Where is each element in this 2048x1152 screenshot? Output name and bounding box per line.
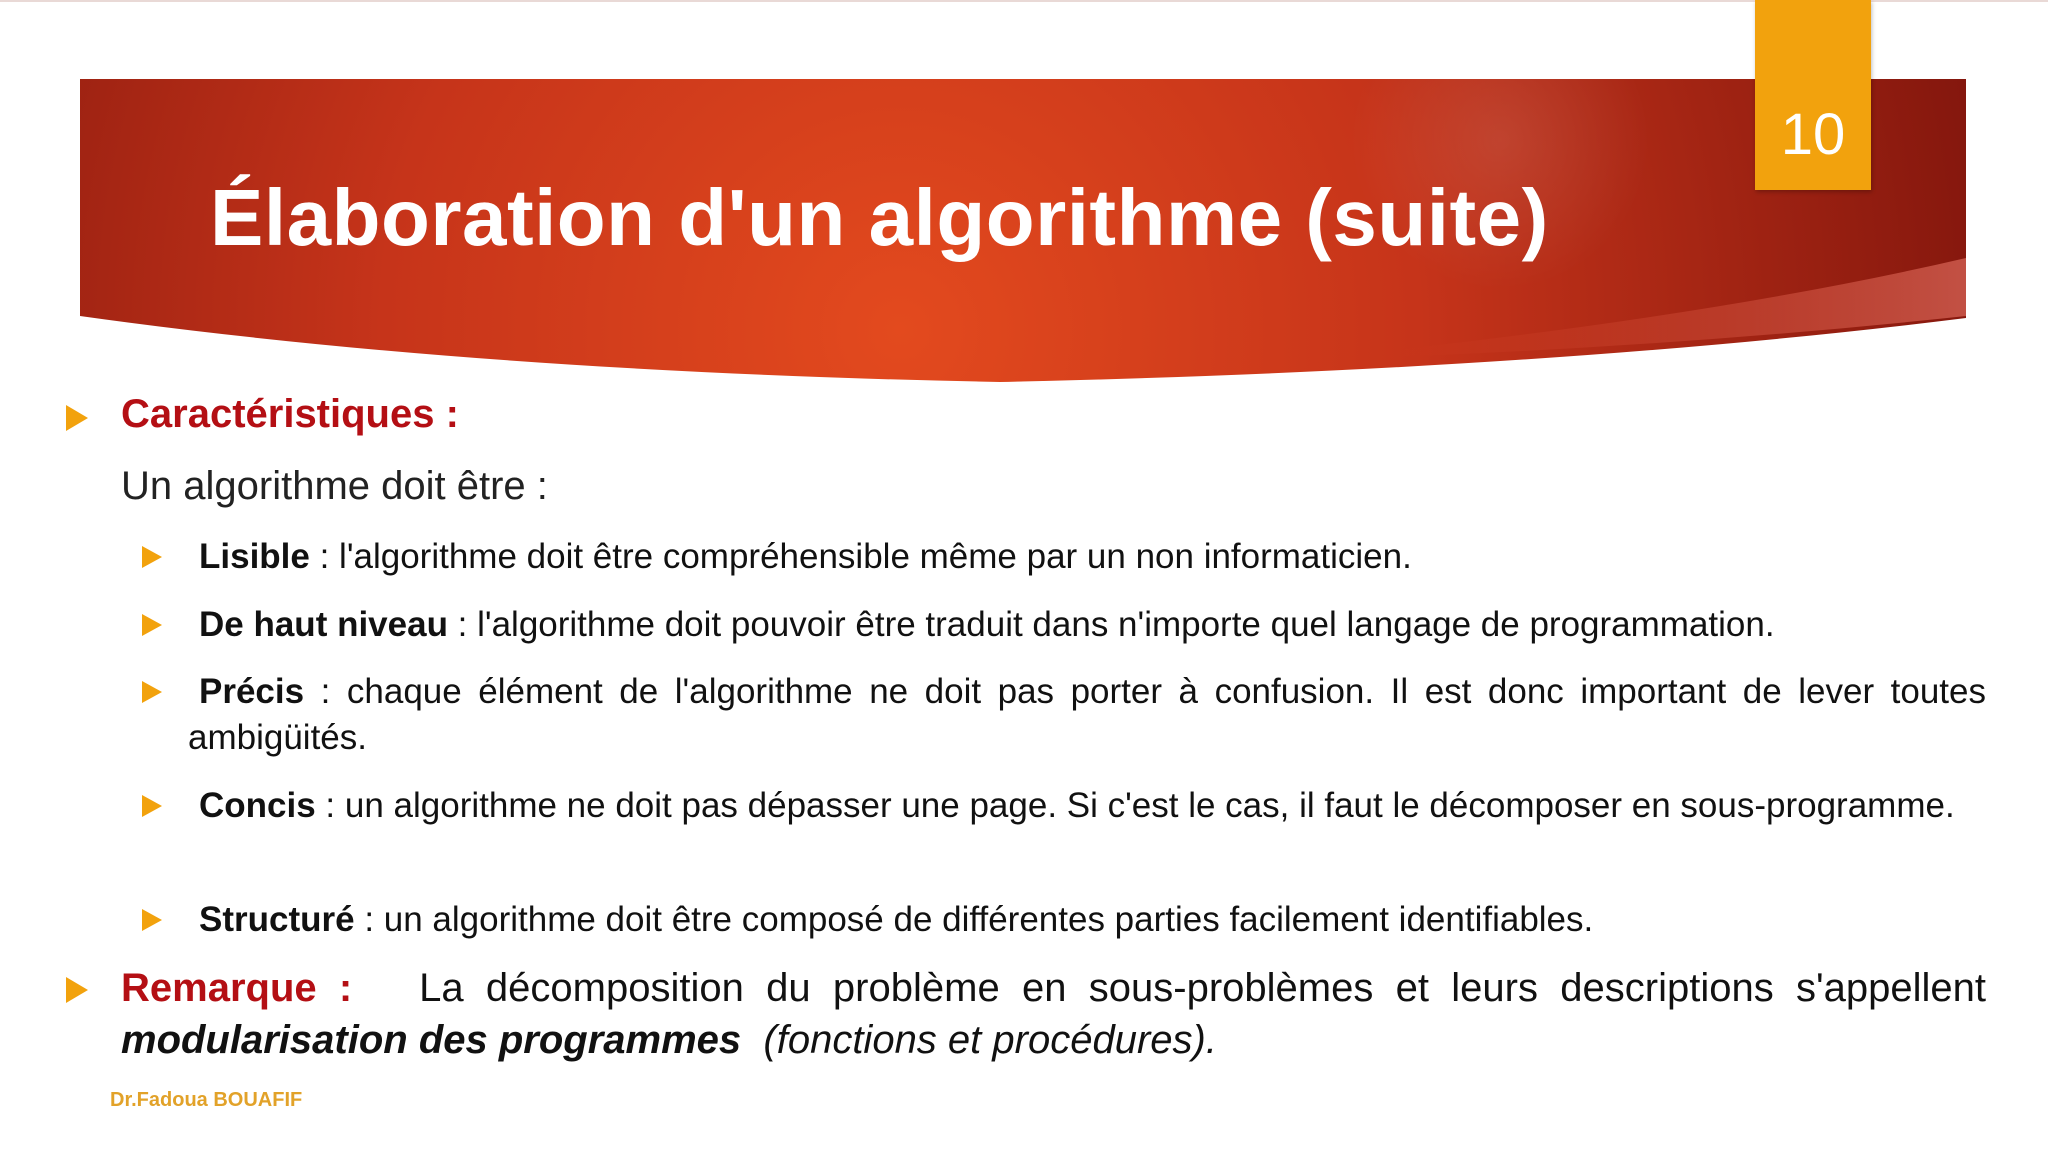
- list-item: [188, 602, 1986, 648]
- list-item: [188, 669, 1986, 761]
- item-text: : l'algorithme doit pouvoir être traduit dans n'importe quel langage de programmation.: [447, 605, 1775, 644]
- item-term: Précis: [199, 672, 305, 711]
- item-term: Concis: [199, 786, 316, 825]
- bullet-arrow-icon: [66, 977, 88, 1003]
- slide-number: 10: [1780, 102, 1846, 167]
- item-term: Lisible: [199, 537, 310, 576]
- list-item: [188, 783, 1986, 829]
- author-footer: Dr.Fadoua BOUAFIF: [110, 1089, 303, 1111]
- bullet-arrow-icon: [142, 546, 162, 568]
- bullet-arrow-icon: [142, 681, 162, 703]
- item-text: : l'algorithme doit être compréhensible même par un non informaticien.: [309, 537, 1412, 576]
- remark-label: Remarque :: [121, 966, 353, 1010]
- item-term: De haut niveau: [199, 605, 448, 644]
- remark-paragraph: [121, 962, 1986, 1066]
- slide-title: Élaboration d'un algorithme (suite): [210, 173, 1549, 262]
- item-term: Structuré: [199, 900, 355, 939]
- bullet-arrow-icon: [66, 405, 88, 431]
- remark-text: La décomposition du problème en sous-problèmes et leurs descriptions s'appellent: [419, 966, 1987, 1010]
- remark-note: (fonctions et procédures).: [763, 1018, 1217, 1062]
- intro-text: Un algorithme doit être :: [121, 464, 548, 508]
- item-text: : un algorithme doit être composé de différentes parties facilement identifiables.: [354, 900, 1594, 939]
- list-item: [188, 897, 1986, 943]
- bullet-arrow-icon: [142, 614, 162, 636]
- section-heading: Caractéristiques :: [121, 392, 459, 436]
- item-text: : un algorithme ne doit pas dépasser une page. Si c'est le cas, il faut le décomposer en sous-programme.: [315, 786, 1955, 825]
- bullet-arrow-icon: [142, 795, 162, 817]
- bullet-arrow-icon: [142, 909, 162, 931]
- remark-emphasis: modularisation des programmes: [121, 1018, 742, 1062]
- item-text: : chaque élément de l'algorithme ne doit pas porter à confusion. Il est donc important de lever toutes ambigüités.: [188, 672, 1986, 757]
- list-item: [188, 534, 1986, 580]
